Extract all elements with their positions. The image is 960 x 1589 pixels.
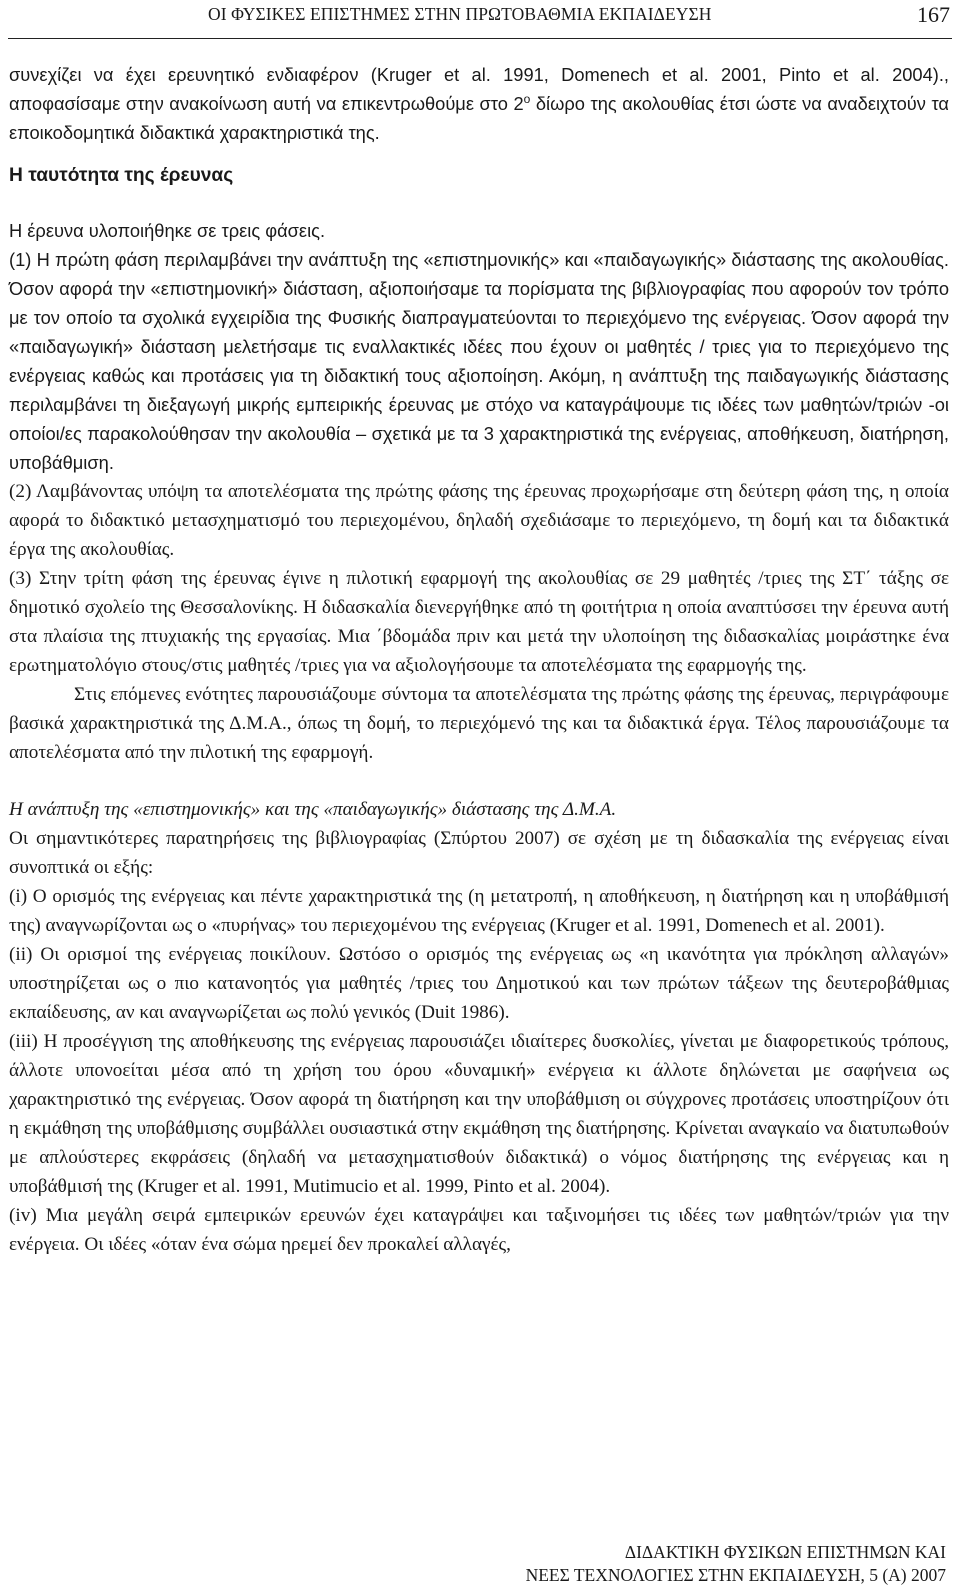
intro-text-part1: συνεχίζει να έχει ερευνητικό ενδιαφέρον (Kruger et al. 1991, Domenech et al. 2001, Pinto et al. 2004)., αποφασίσαμε στην ανακοίνωση αυτή να επικεντρωθούμε στο 2 [9,64,949,114]
ordinal-superscript: ο [523,92,531,106]
finding-ii: (ii) Οι ορισμοί της ενέργειας ποικίλουν. Ωστόσο ο ορισμός της ενέργειας ως «η ικανότητα για πρόκληση αλλαγών» υποστηρίζεται ως ο πιο κατανοητός για μαθητές /τριες του Δημοτικού και των πρώτων τάξεων της δευτεροβάθμιας εκπαίδευσης, αν και αναγνωρίζεται ως πολύ γενικός (Duit 1986). [9,944,949,1023]
header-title: ΟΙ ΦΥΣΙΚΕΣ ΕΠΙΣΤΗΜΕΣ ΣΤΗΝ ΠΡΩΤΟΒΑΘΜΙΑ ΕΚΠΑΙΔΕΥΣΗ [208,4,712,24]
section-heading: Η ταυτότητα της έρευνας [9,165,234,186]
phase-1-text-a: (1) Η πρώτη φάση περιλαμβάνει την ανάπτυξη της «επιστημονικής» και «παιδαγωγικής» διάστασης της ακολουθίας. Όσον αφορά την «επιστημονική» διάσταση, αξιοποιήσαμε τα πορίσματα της βιβλιογραφίας που αφορούν τον τρόπο με τον οποίο τα σχολικά εγχειρίδια της Φυσικής διαπραγματεύονται το περιεχόμενο της ενέργειας. [9,249,949,328]
phase-1-paragraph [9,245,949,477]
finding-iii: (iii) Η προσέγγιση της αποθήκευσης της ενέργειας παρουσιάζει ιδιαίτερες δυσκολίες, γίνεται με διαφορετικούς τρόπους, άλλοτε υπονοείται μέσα από τη χρήση του όρου «δυναμική» ενέργεια κι άλλοτε δηλώνεται με σαφήνεια ως χαρακτηριστικό της ενέργειας. Όσον αφορά τη διατήρηση και την υποβάθμιση οι σύγχρονες προτάσεις υποστηρίζουν ότι η εκμάθηση της υποβάθμισης συμβάλλει ουσιαστικά στην εκμάθηση της διατήρησης. Κρίνεται αναγκαίο να διατυπωθούν με απλούστερες εκφράσεις (δηλαδή να μετασχηματισθούν διδακτικά) ο νόμος διατήρησης της ενέργειας και η υποβάθμισή της (Kruger et al. 1991, Mutimucio et al. 1999, Pinto et al. 2004). [9,1031,949,1197]
phase-1-text-b: Όσον αφορά την «παιδαγωγική» διάσταση μελετήσαμε τις εναλλακτικές ιδέες που έχουν οι μαθητές / τριες για το περιεχόμενο της ενέργειας καθώς και προτάσεις για τη διδακτική τους αξιοποίηση. [9,307,949,386]
intro-text-part2: δίωρο της ακολουθίας έτσι ώστε να αναδειχτούν τα εποικοδομητικά διδακτικά χαρακτηριστικά της. [9,93,949,143]
next-sections-paragraph: Στις επόμενες ενότητες παρουσιάζουμε σύντομα τα αποτελέσματα της πρώτης φάσης της έρευνας, περιγράφουμε βασικά χαρακτηριστικά της Δ.Μ.Α., όπως τη δομή, το περιεχόμενό της και τα διδακτικά έργα. Τέλος παρουσιάζουμε τα αποτελέσματα από την πιλοτική της εφαρμογή. [9,684,949,763]
finding-iv: (iv) Μια μεγάλη σειρά εμπειρικών ερευνών έχει καταγράψει και ταξινομήσει τις ιδέες των μαθητών/τριών για την ενέργεια. Οι ιδέες «όταν ένα σώμα ηρεμεί δεν προκαλεί αλλαγές, [9,1205,949,1255]
subsection-heading: Η ανάπτυξη της «επιστημονικής» και της «παιδαγωγικής» διάστασης της Δ.Μ.Α. [9,799,617,820]
footer-line-2: ΝΕΕΣ ΤΕΧΝΟΛΟΓΙΕΣ ΣΤΗΝ ΕΚΠΑΙΔΕΥΣΗ, 5 (Α) 2007 [525,1565,946,1585]
phase-2-paragraph: (2) Λαμβάνοντας υπόψη τα αποτελέσματα της πρώτης φάσης της έρευνας προχωρήσαμε στη δεύτερη φάση της, η οποία αφορά το διδακτικό μετασχηματισμό του περιεχομένου, δηλαδή σχεδιάσαμε το περιεχόμενο, τη δομή και τα διδακτικά έργα της ακολουθίας. [9,481,949,560]
phase-3-paragraph: (3) Στην τρίτη φάση της έρευνας έγινε η πιλοτική εφαρμογή της ακολουθίας σε 29 μαθητές /τριες της ΣΤ΄ τάξης σε δημοτικό σχολείο της Θεσσαλονίκης. Η διδασκαλία διενεργήθηκε από τη φοιτήτρια η οποία αναπτύσσει την έρευνα αυτή στα πλαίσια της πτυχιακής της εργασίας. Μια ΄βδομάδα πριν και μετά την υλοποίηση της διδασκαλίας μοιράστηκε ένα ερωτηματολόγιο στους/στις μαθητές /τριες για να αξιολογήσουμε τα αποτελέσματα της εφαρμογής της. [9,568,949,676]
findings-intro: Οι σημαντικότερες παρατηρήσεις της βιβλιογραφίας (Σπύρτου 2007) σε σχέση με τη διδασκαλία της ενέργειας είναι συνοπτικά οι εξής: [9,828,949,878]
phases-intro: Η έρευνα υλοποιήθηκε σε τρεις φάσεις. [9,220,326,241]
page-number: 167 [917,2,950,27]
finding-i: (i) Ο ορισμός της ενέργειας και πέντε χαρακτηριστικά της (η μετατροπή, η αποθήκευση, η διατήρηση και η υποβάθμισή της) αναγνωρίζονται ως ο «πυρήνας» του περιεχομένου της ενέργειας (Kruger et al. 1991, Domenech et al. 2001). [9,886,949,936]
body-text [9,60,949,1259]
footer-line-1: ΔΙΔΑΚΤΙΚΗ ΦΥΣΙΚΩΝ ΕΠΙΣΤΗΜΩΝ ΚΑΙ [624,1542,946,1562]
running-footer [526,1541,946,1587]
running-header [8,0,952,39]
intro-paragraph [9,60,949,147]
phase-1-text-c: Ακόμη, η ανάπτυξη της παιδαγωγικής διάστασης περιλαμβάνει τη διεξαγωγή μικρής εμπειρικής έρευνας με στόχο να καταγράψουμε τις ιδέες των μαθητών/τριών -οι οποίοι/ες παρακολούθησαν την ακολουθία – σχετικά με τα 3 χαρακτηριστικά της ενέργειας, αποθήκευση, διατήρηση, υποβάθμιση. [9,365,949,473]
